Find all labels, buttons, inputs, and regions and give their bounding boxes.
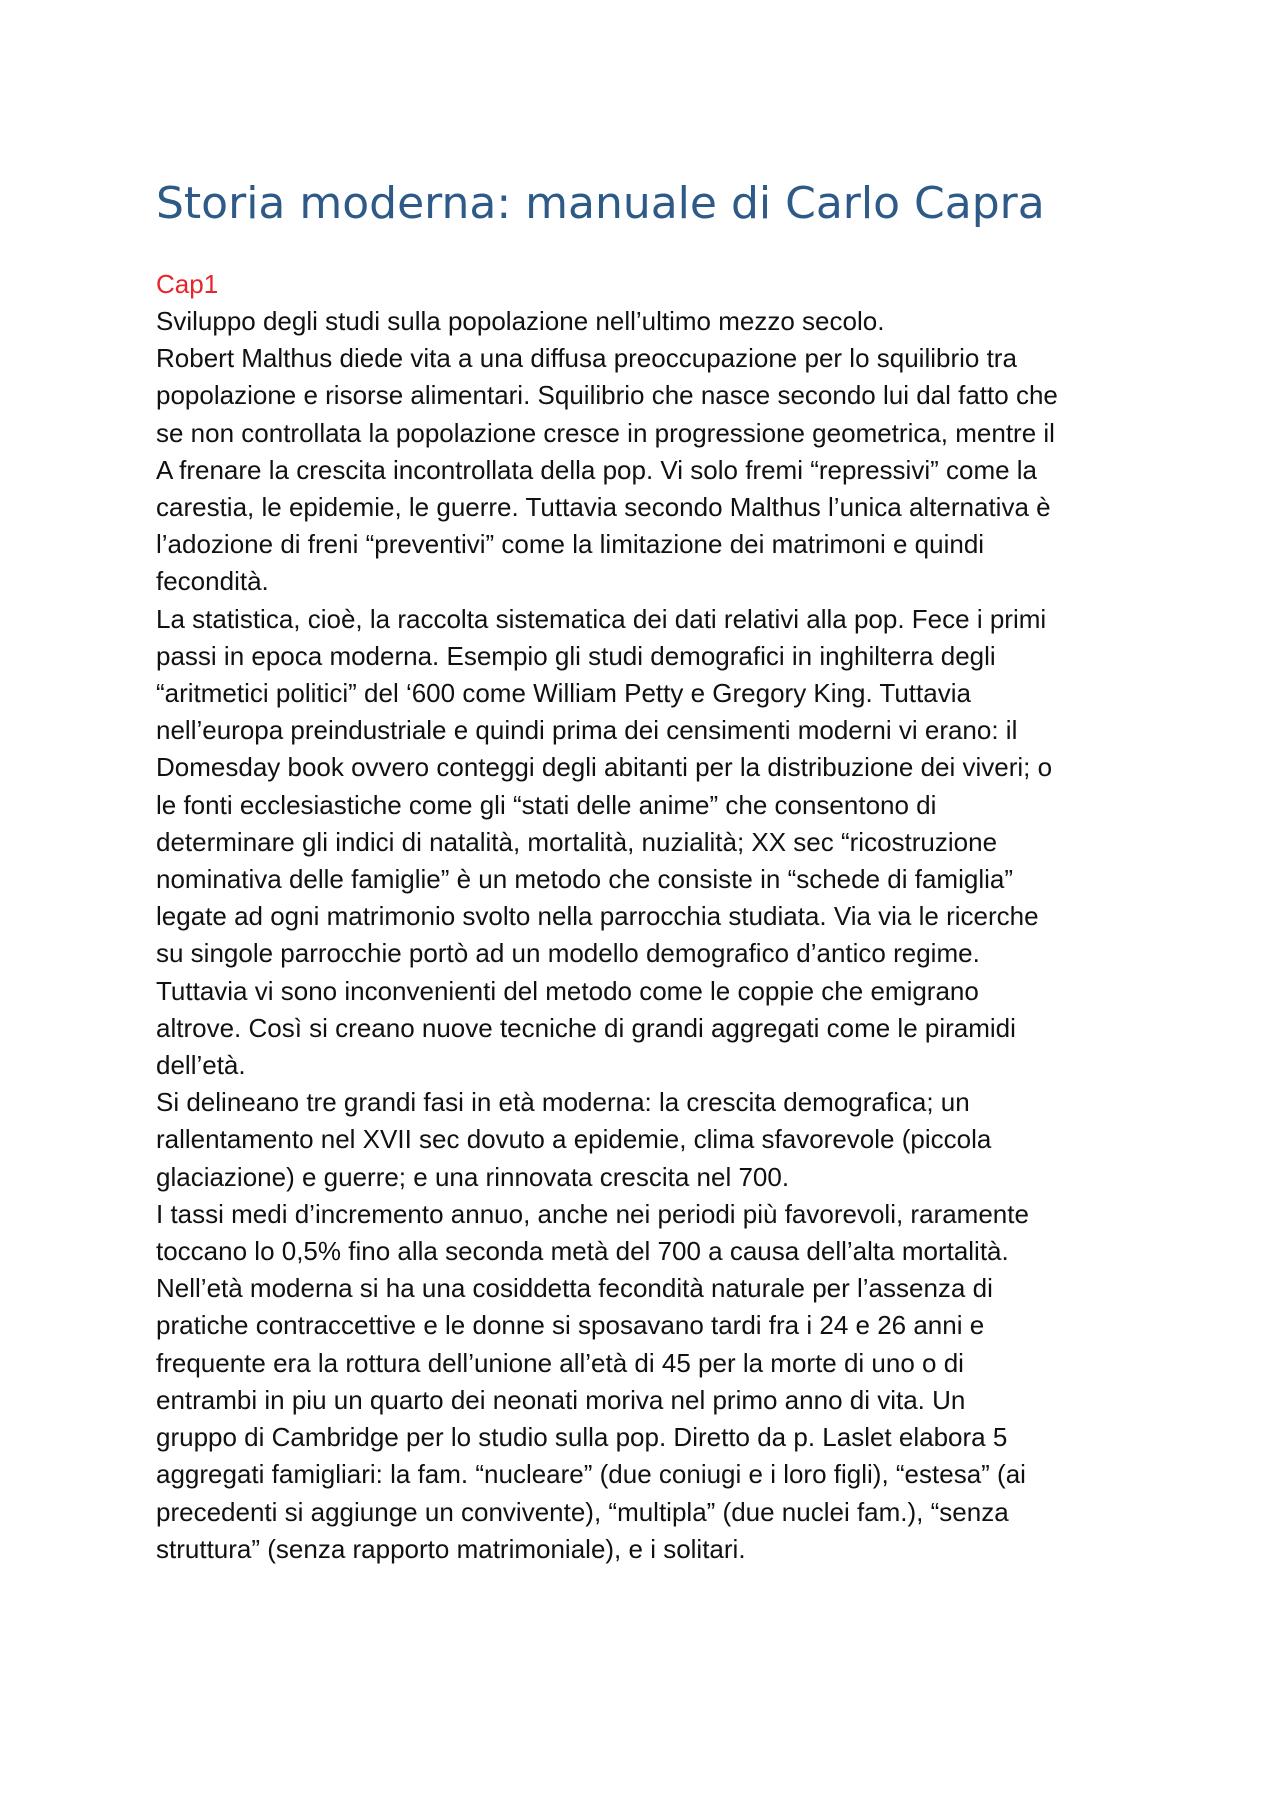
- text-line: precedenti si aggiunge un convivente), “multipla” (due nuclei fam.), “senza: [156, 1496, 1009, 1527]
- chapter-heading: Cap1: [156, 269, 219, 299]
- text-line: nominativa delle famiglie” è un metodo che consiste in “schede di famiglia”: [156, 864, 1013, 895]
- text-line: gruppo di Cambridge per lo studio sulla pop. Diretto da p. Laslet elabora 5: [156, 1422, 1008, 1453]
- text-line: entrambi in piu un quarto dei neonati moriva nel primo anno di vita. Un: [156, 1384, 966, 1415]
- text-line: I tassi medi d’incremento annuo, anche nei periodi più favorevoli, raramente: [156, 1198, 1029, 1229]
- document-content: [156, 176, 1136, 1568]
- document-title: Storia moderna: manuale di Carlo Capra: [156, 178, 1045, 229]
- text-line: struttura” (senza rapporto matrimoniale), e i solitari.: [156, 1533, 746, 1564]
- text-line: Nell’età moderna si ha una cosiddetta fecondità naturale per l’assenza di: [156, 1273, 993, 1304]
- text-line: Robert Malthus diede vita a una diffusa preoccupazione per lo squilibrio tra: [156, 343, 1017, 374]
- text-line: dell’età.: [156, 1050, 246, 1081]
- text-line: carestia, le epidemie, le guerre. Tuttavia secondo Malthus l’unica alternativa è: [156, 492, 1051, 523]
- text-line: frequente era la rottura dell’unione all’età di 45 per la morte di uno o di: [156, 1347, 964, 1378]
- text-line: passi in epoca moderna. Esempio gli studi demografici in inghilterra degli: [156, 640, 996, 671]
- text-line: rallentamento nel XVII sec dovuto a epidemie, clima sfavorevole (piccola: [156, 1124, 992, 1155]
- text-line: se non controllata la popolazione cresce in progressione geometrica, mentre il: [156, 417, 1055, 448]
- text-line: glaciazione) e guerre; e una rinnovata crescita nel 700.: [156, 1161, 790, 1192]
- text-line: Tuttavia vi sono inconvenienti del metodo come le coppie che emigrano: [156, 975, 979, 1006]
- text-line: fecondità.: [156, 566, 269, 597]
- text-line: l’adozione di freni “preventivi” come la limitazione dei matrimoni e quindi: [156, 529, 985, 560]
- text-line: su singole parrocchie portò ad un modello demografico d’antico regime.: [156, 938, 980, 969]
- text-line: legate ad ogni matrimonio svolto nella parrocchia studiata. Via via le ricerche: [156, 901, 1039, 932]
- text-line: Sviluppo degli studi sulla popolazione nell’ultimo mezzo secolo.: [156, 306, 885, 336]
- text-line: altrove. Così si creano nuove tecniche di grandi aggregati come le piramidi: [156, 1012, 1016, 1043]
- body-text: [156, 303, 1136, 1568]
- text-line: Domesday book ovvero conteggi degli abitanti per la distribuzione dei viveri; o: [156, 752, 1053, 783]
- text-line: toccano lo 0,5% fino alla seconda metà del 700 a causa dell’alta mortalità.: [156, 1236, 1009, 1267]
- text-line: determinare gli indici di natalità, mortalità, nuzialità; XX sec “ricostruzione: [156, 826, 998, 857]
- text-line: nell’europa preindustriale e quindi prima dei censimenti moderni vi erano: il: [156, 715, 1018, 746]
- text-line: aggregati famigliari: la fam. “nucleare” (due coniugi e i loro figli), “estesa” (ai: [156, 1459, 1026, 1490]
- text-line: Si delineano tre grandi fasi in età moderna: la crescita demografica; un: [156, 1087, 970, 1118]
- text-line: pratiche contraccettive e le donne si sposavano tardi fra i 24 e 26 anni e: [156, 1310, 985, 1341]
- text-line: A frenare la crescita incontrollata della pop. Vi solo fremi “repressivi” come la: [156, 454, 1038, 485]
- text-line: “aritmetici politici” del ‘600 come William Petty e Gregory King. Tuttavia: [156, 678, 971, 709]
- text-line: le fonti ecclesiastiche come gli “stati delle anime” che consentono di: [156, 789, 937, 820]
- text-line: popolazione e risorse alimentari. Squilibrio che nasce secondo lui dal fatto che: [156, 380, 1058, 411]
- text-line: La statistica, cioè, la raccolta sistematica dei dati relativi alla pop. Fece i primi: [156, 603, 1047, 634]
